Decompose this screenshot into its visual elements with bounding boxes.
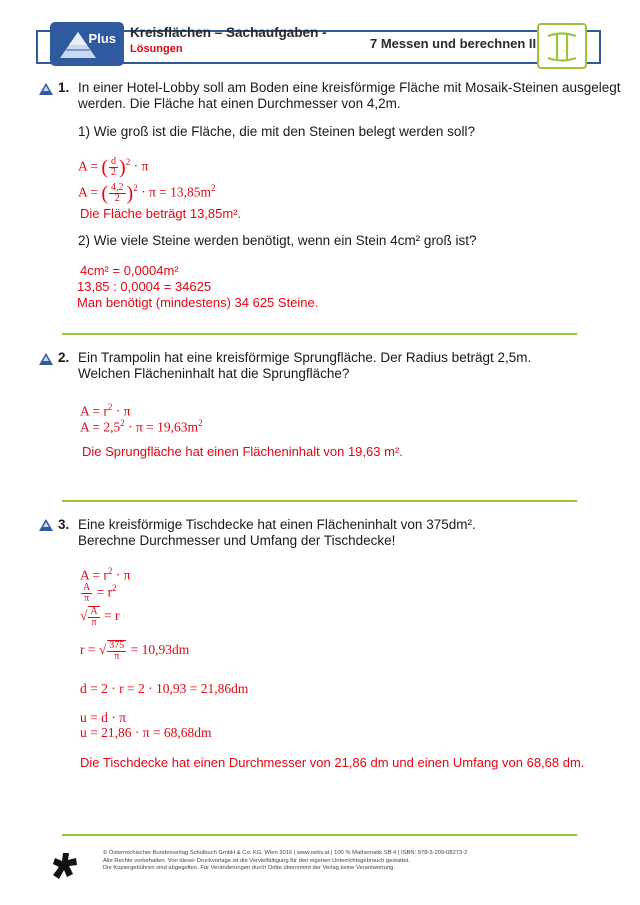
task-text-line: Ein Trampolin hat eine kreisförmige Sprungfläche. Der Radius beträgt 2,5m. [78, 350, 532, 365]
formula-line: $A = r^2 \cdot \pi$ [80, 566, 131, 583]
header-frame-right [599, 30, 601, 64]
task-number: 3. [58, 517, 70, 532]
task-text-line: In einer Hotel-Lobby soll am Boden eine kreisförmige Fläche mit Mosaik-Steinen ausgelegt [78, 80, 621, 95]
task-text-line: werden. Die Fläche hat einen Durchmesser von 4,2m. [78, 96, 401, 111]
formula-line: $A = 2,5^2 \cdot \pi = 19,63m^2$ [80, 418, 203, 435]
formula-line: u = d · π [80, 710, 126, 725]
task-number: 1. [58, 80, 70, 95]
sub-question: 2) Wie viele Steine werden benötigt, wenn ein Stein 4cm² groß ist? [78, 233, 477, 248]
plus-logo [50, 22, 124, 66]
formula-line: $\frac{A}{\pi}$ = $r^2$ [83, 581, 117, 604]
answer-text: Die Sprungfläche hat einen Flächeninhalt von 19,63 m². [82, 444, 403, 459]
answer-text: Die Fläche beträgt 13,85m². [80, 206, 242, 221]
answer-text: Die Tischdecke hat einen Durchmesser von 21,86 dm und einen Umfang von 68,68 dm. [80, 755, 585, 770]
worksheet-subtitle: Lösungen [130, 43, 183, 55]
formula-line: d = 2 · r = 2 · 10,93 = 21,86dm [80, 681, 249, 696]
grade-badge [537, 23, 587, 69]
section-divider [62, 834, 577, 836]
roman-two-icon [539, 25, 585, 67]
formula-line: r = √ $\frac{375}{\pi}$ = 10,93dm [80, 640, 190, 662]
task-text-line: Eine kreisförmige Tischdecke hat einen Flächeninhalt von 375dm². [78, 517, 476, 532]
answer-line: Man benötigt (mindestens) 34 625 Steine. [77, 295, 319, 310]
task-text-line: Welchen Flächeninhalt hat die Sprungfläche? [78, 366, 350, 381]
task-number: 2. [58, 350, 70, 365]
sub-question: 1) Wie groß ist die Fläche, die mit den Steinen belegt werden soll? [78, 124, 475, 139]
formula-line: u = 21,86 · π = 68,68dm [80, 725, 212, 740]
section-divider [62, 333, 577, 335]
plus-label: Plus [88, 31, 116, 46]
section-divider [62, 500, 577, 502]
puzzle-logo-icon [52, 852, 78, 882]
pyramid-task-icon [38, 352, 54, 366]
pyramid-task-icon [38, 518, 54, 532]
answer-line: 13,85 : 0,0004 = 34625 [77, 279, 212, 294]
formula-line: A = ( $\frac{4,2}{2}$ )$^2 \cdot \pi = 13,85m^2$ [78, 181, 216, 205]
header-frame-left [36, 30, 38, 64]
chapter-title: 7 Messen und berechnen II [370, 36, 537, 51]
pyramid-task-icon [38, 82, 54, 96]
worksheet-title: Kreisflächen – Sachaufgaben - [130, 25, 327, 40]
formula-line: √ $\frac{A}{\pi}$ = r [80, 606, 120, 628]
answer-line: 4cm² = 0,0004m² [80, 263, 179, 278]
formula-line: $A = r^2 \cdot \pi$ [80, 402, 131, 419]
task-text-line: Berechne Durchmesser und Umfang der Tischdecke! [78, 533, 396, 548]
copyright-notice: © Österreichischer Bundesverlag Schulbuch GmbH & Co. KG, Wien 2016 | www.oebv.at | 100 % Mathematik SB 4 | ISBN: 978-3-209-08273-2 Alle Rechte vorbehalten. Von dieser Druckvorlage ist die Vervielfältigung für den eigenen Unterrichtsgebrauch gestattet. Die Kopiergebühren sind abgegolten. Für Veränderungen durch Dritte übernimmt der Verlag keine Verantwortung. [103, 850, 468, 871]
formula-line: A = ( $\frac{d}{2}$ )$^2$ · π [78, 155, 149, 179]
